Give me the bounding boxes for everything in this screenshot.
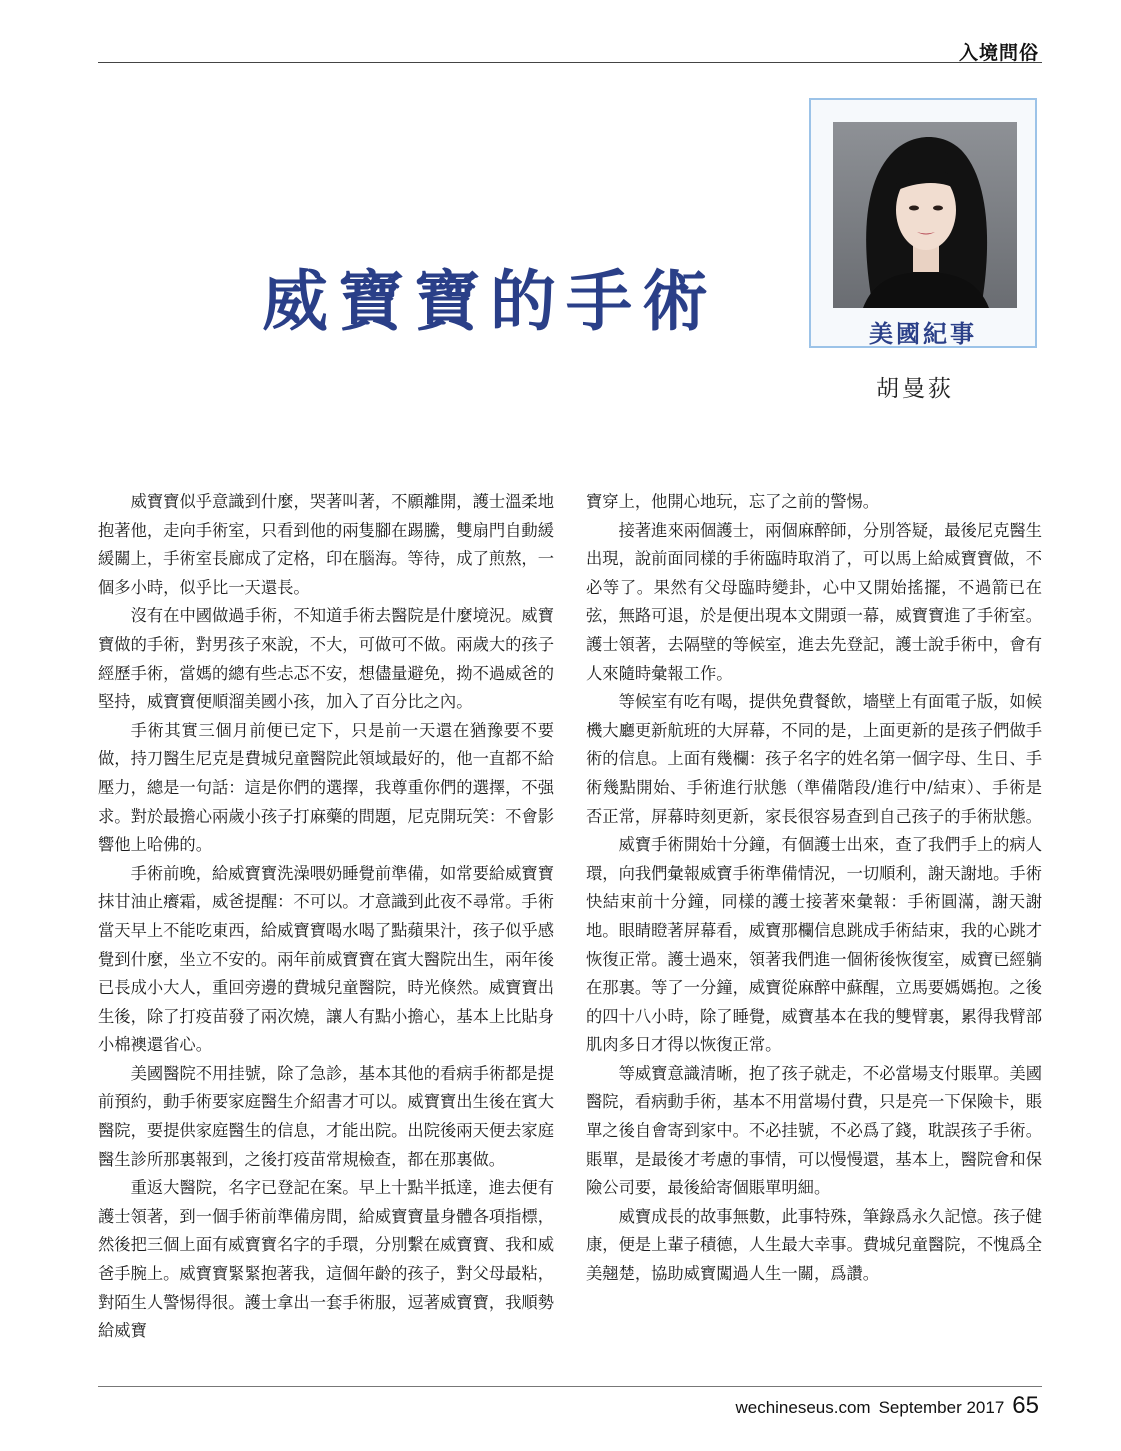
author-name: 胡曼荻 xyxy=(876,376,954,402)
paragraph: 等威寶意識清晰，抱了孩子就走，不必當場支付賬單。美國醫院，看病動手術，基本不用當場付費，只是亮一下保險卡，賬單之後自會寄到家中。不必挂號，不必爲了錢，耽誤孩子手術。賬單，是最後才考慮的事情，可以慢慢還，基本上，醫院會和保險公司要，最後給寄個賬單明細。 xyxy=(586,1063,1042,1198)
paragraph-continuation: 寶穿上，他開心地玩，忘了之前的警惕。 xyxy=(586,492,880,511)
right-column xyxy=(586,488,1042,1289)
paragraph: 美國醫院不用挂號，除了急診，基本其他的看病手術都是提前預約，動手術要家庭醫生介紹書才可以。威寶寶出生後在賓大醫院，要提供家庭醫生的信息，才能出院。出院後兩天便去家庭醫生診所那裏報到，之後打疫苗常規檢查，都在那裏做。 xyxy=(98,1063,554,1169)
article-title: 威寶寶的手術 xyxy=(262,262,718,340)
section-label: 入境問俗 xyxy=(958,42,1039,64)
paragraph: 手術其實三個月前便已定下，只是前一天還在猶豫要不要做，持刀醫生尼克是費城兒童醫院此領域最好的，他一直都不給壓力，總是一句話：這是你們的選擇，我尊重你們的選擇，不强求。對於最擔心兩歲小孩子打麻藥的問題，尼克開玩笑：不會影響他上哈佛的。 xyxy=(98,720,554,855)
footer xyxy=(735,1392,1039,1420)
footer-rule xyxy=(98,1386,1042,1387)
footer-date: September 2017 xyxy=(878,1398,1005,1417)
footer-site: wechineseus.com xyxy=(735,1398,871,1417)
paragraph: 重返大醫院，名字已登記在案。早上十點半抵達，進去便有護士領著，到一個手術前準備房間，給威寶寶量身體各項指標，然後把三個上面有威寶寶名字的手環，分別繫在威寶寶、我和威爸手腕上。威寶寶緊緊抱著我，這個年齡的孩子，對父母最粘，對陌生人警惕得很。護士拿出一套手術服，逗著威寶寶，我順勢給威寶 xyxy=(98,1178,554,1341)
paragraph: 手術前晚，給威寶寶洗澡喂奶睡覺前準備，如常要給威寶寶抹甘油止癢霜，威爸提醒：不可以。才意識到此夜不尋常。手術當天早上不能吃東西，給威寶寶喝水喝了點蘋果汁，孩子似乎感覺到什麼，坐立不安的。兩年前威寶寶在賓大醫院出生，兩年後已長成小大人，重回旁邊的費城兒童醫院，時光倏然。威寶寶出生後，除了打疫苗發了兩次燒，讓人有點小擔心，基本上比貼身小棉襖還省心。 xyxy=(98,863,554,1055)
paragraph: 等候室有吃有喝，提供免費餐飲，墻壁上有面電子版，如候機大廳更新航班的大屏幕，不同的是，上面更新的是孩子們做手術的信息。上面有幾欄：孩子名字的姓名第一個字母、生日、手術幾點開始、手術進行狀態（準備階段/進行中/結束）、手術是否正常，屏幕時刻更新，家長很容易查到自己孩子的手術狀態。 xyxy=(586,692,1042,826)
author-photo xyxy=(833,122,1017,308)
author-portrait-image xyxy=(833,122,1017,308)
author-photo-box xyxy=(809,98,1037,348)
header-rule xyxy=(98,62,1042,63)
column-name: 美國紀事 xyxy=(869,319,977,348)
paragraph: 威寶成長的故事無數，此事特殊，筆錄爲永久記憶。孩子健康，便是上輩子積德，人生最大幸事。費城兒童醫院，不愧爲全美翹楚，協助威寶闖過人生一關，爲讚。 xyxy=(586,1206,1042,1284)
page-number: 65 xyxy=(1012,1392,1039,1419)
paragraph: 接著進來兩個護士，兩個麻醉師，分別答疑，最後尼克醫生出現，說前面同樣的手術臨時取消了，可以馬上給威寶寶做，不必等了。果然有父母臨時變卦，心中又開始搖擺，不過箭已在弦，無路可退，於是便出現本文開頭一幕，威寶寶進了手術室。護士領著，去隔壁的等候室，進去先登記，護士說手術中，會有人來隨時彙報工作。 xyxy=(586,520,1042,683)
paragraph: 威寶手術開始十分鐘，有個護士出來，查了我們手上的病人環，向我們彙報威寶手術準備情況，一切順利，謝天謝地。手術快結束前十分鐘，同樣的護士接著來彙報：手術圓滿，謝天謝地。眼睛瞪著屏幕看，威寶那欄信息跳成手術結束，我的心跳才恢復正常。護士過來，領著我們進一個術後恢復室，威寶已經躺在那裏。等了一分鐘，威寶從麻醉中蘇醒，立馬要媽媽抱。之後的四十八小時，除了睡覺，威寶基本在我的雙臂裏，累得我臂部肌肉多日才得以恢復正常。 xyxy=(586,835,1042,1055)
left-column xyxy=(98,488,554,1346)
paragraph: 沒有在中國做過手術，不知道手術去醫院是什麼境況。威寶寶做的手術，對男孩子來說，不大，可做可不做。兩歲大的孩子經歷手術，當媽的總有些忐忑不安，想儘量避免，拗不過威爸的堅持，威寶寶便順溜美國小孩，加入了百分比之內。 xyxy=(98,606,554,712)
paragraph: 威寶寶似乎意識到什麼，哭著叫著，不願離開，護士溫柔地抱著他，走向手術室，只看到他的兩隻腳在踢騰，雙扇門自動緩緩關上，手術室長廊成了定格，印在腦海。等待，成了煎熬，一個多小時，似乎比一天還長。 xyxy=(98,492,554,597)
